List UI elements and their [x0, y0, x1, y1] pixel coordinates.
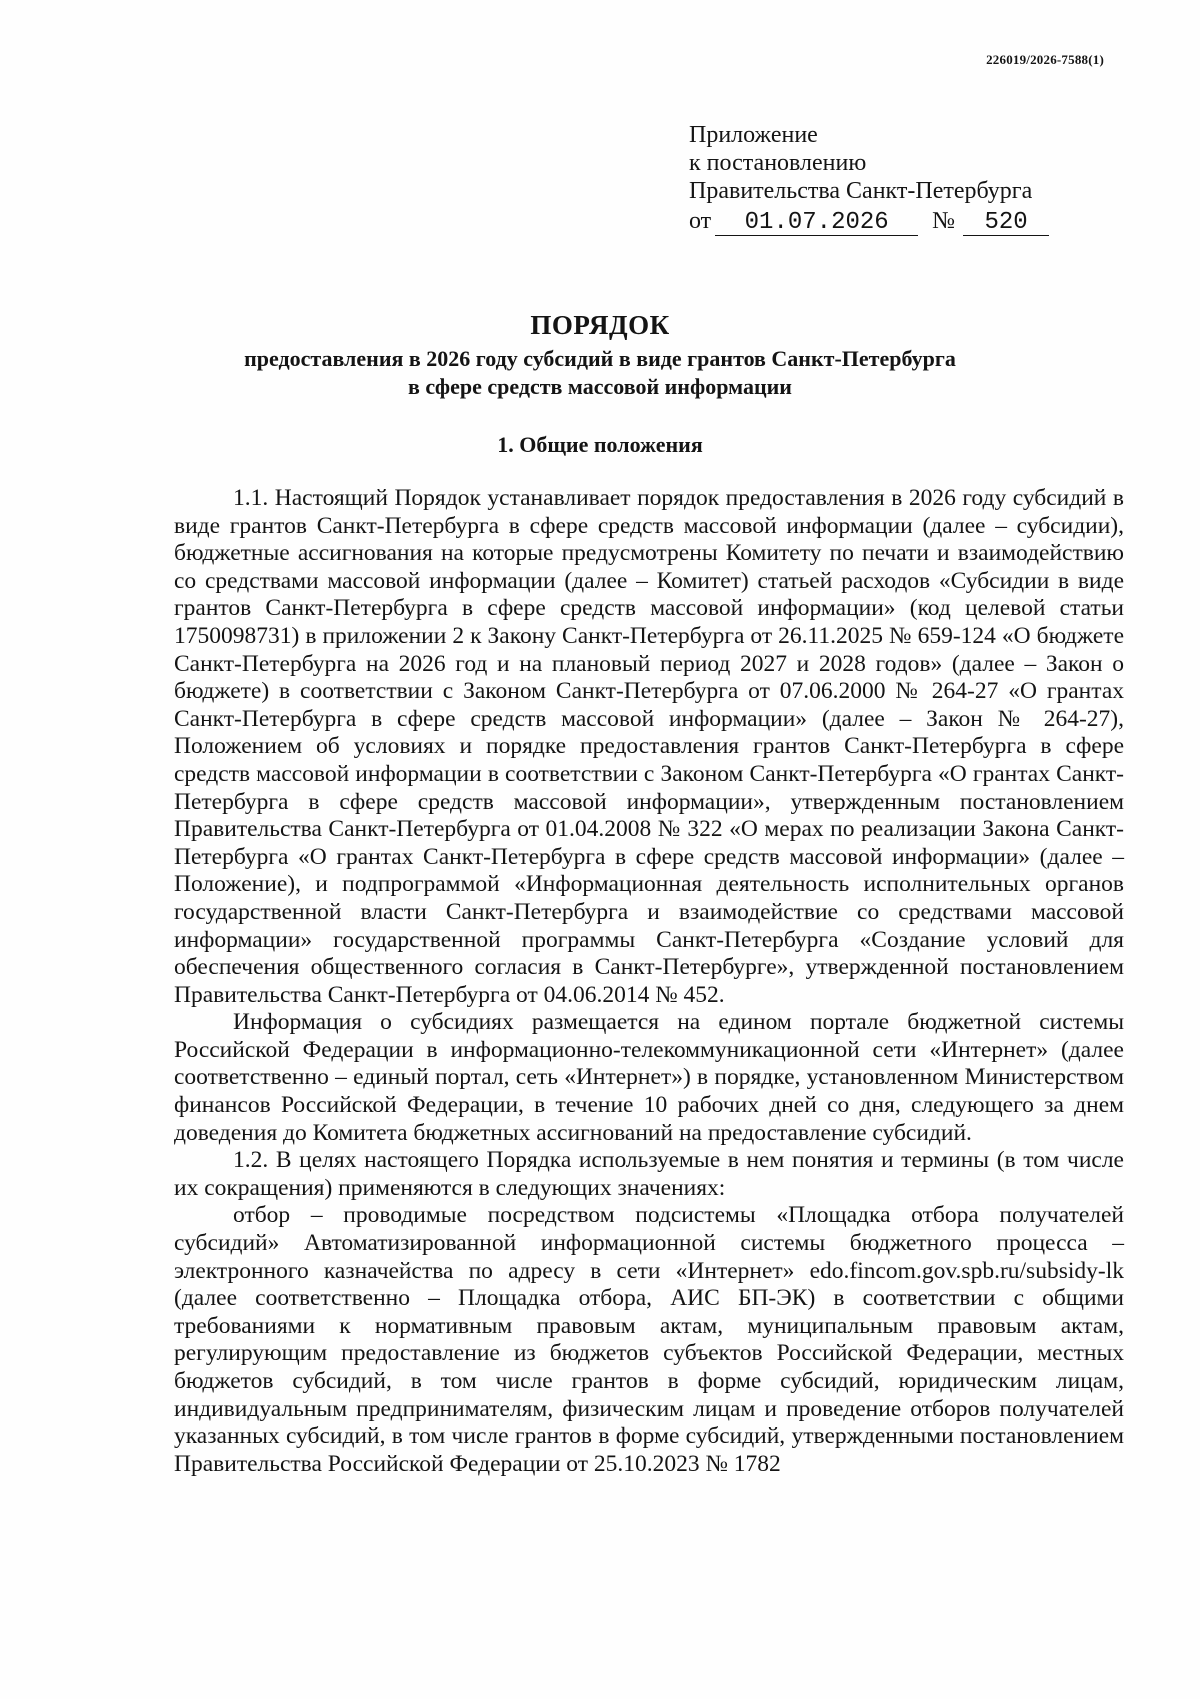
- paragraph-portal-info: Информация о субсидиях размещается на едином портале бюджетной системы Российской Федерации в информационно-телекоммуникационной сети «Интернет» (далее соответственно – единый портал, сеть «Интернет») в порядке, установленном Министерством финансов Российской Федерации, в течение 10 рабочих дней со дня, следующего за днем доведения до Комитета бюджетных ассигнований на предоставление субсидий.: [174, 1009, 1124, 1146]
- document-title: [170, 309, 1030, 401]
- from-label: от: [689, 208, 712, 234]
- title-main: ПОРЯДОК: [530, 310, 670, 340]
- document-id: 226019/2026-7588(1): [986, 52, 1104, 67]
- resolution-date: 01.07.2026: [715, 211, 918, 236]
- paragraph-selection-definition: отбор – проводимые посредством подсистемы «Площадка отбора получателей субсидий» Автоматизированной информационной системы бюджетного процесса – электронного казначейства по адресу в сети «Интернет» edo.fincom.gov.spb.ru/subsidy-lk (далее соответственно – Площадка отбора, АИС БП-ЭК) в соответствии с общими требованиями к нормативным правовым актам, муниципальным правовым актам, регулирующим предоставление из бюджетов субъектов Российской Федерации, местных бюджетов субсидий, в том числе грантов в форме субсидий, юридическим лицам, индивидуальным предпринимателям, физическим лицам и проведение отборов получателей указанных субсидий, в том числе грантов в форме субсидий, утвержденными постановлением Правительства Российской Федерации от 25.10.2023 № 1782: [174, 1202, 1124, 1477]
- number-label: №: [932, 208, 956, 234]
- appendix-date-number-line: [689, 207, 1049, 236]
- appendix-line-3: Правительства Санкт-Петербурга: [689, 178, 1033, 204]
- appendix-line-1: Приложение: [689, 122, 818, 148]
- appendix-block: [689, 121, 1049, 236]
- title-line-3: в сфере средств массовой информации: [408, 374, 792, 399]
- appendix-line-2: к постановлению: [689, 150, 867, 176]
- paragraph-1-2: 1.2. В целях настоящего Порядка используемые в нем понятия и термины (в том числе их сокращения) применяются в следующих значениях:: [174, 1147, 1124, 1201]
- section-heading: 1. Общие положения: [497, 432, 703, 457]
- paragraph-1-1: 1.1. Настоящий Порядок устанавливает порядок предоставления в 2026 году субсидий в виде грантов Санкт-Петербурга в сфере средств массовой информации (далее – субсидии), бюджетные ассигнования на которые предусмотрены Комитету по печати и взаимодействию со средствами массовой информации (далее – Комитет) статьей расходов «Субсидии в виде грантов Санкт-Петербурга в сфере средств массовой информации» (код целевой статьи 1750098731) в приложении 2 к Закону Санкт-Петербурга от 26.11.2025 № 659-124 «О бюджете Санкт-Петербурга на 2026 год и на плановый период 2027 и 2028 годов» (далее – Закон о бюджете) в соответствии с Законом Санкт-Петербурга от 07.06.2000 № 264-27 «О грантах Санкт-Петербурга в сфере средств массовой информации» (далее – Закон № 264-27), Положением об условиях и порядке предоставления грантов Санкт-Петербурга в сфере средств массовой информации в соответствии с Законом Санкт-Петербурга «О грантах Санкт-Петербурга в сфере средств массовой информации», утвержденным постановлением Правительства Санкт-Петербурга от 01.04.2008 № 322 «О мерах по реализации Закона Санкт-Петербурга «О грантах Санкт-Петербурга в сфере средств массовой информации» (далее – Положение), и подпрограммой «Информационная деятельность исполнительных органов государственной власти Санкт-Петербурга и взаимодействие со средствами массовой информации» государственной программы Санкт-Петербурга «Создание условий для обеспечения общественного согласия в Санкт-Петербурге», утвержденной постановлением Правительства Санкт-Петербурга от 04.06.2014 № 452.: [174, 485, 1124, 1008]
- resolution-number: 520: [963, 211, 1049, 236]
- document-body: [174, 485, 1124, 1478]
- title-line-2: предоставления в 2026 году субсидий в виде грантов Санкт-Петербурга: [244, 346, 956, 371]
